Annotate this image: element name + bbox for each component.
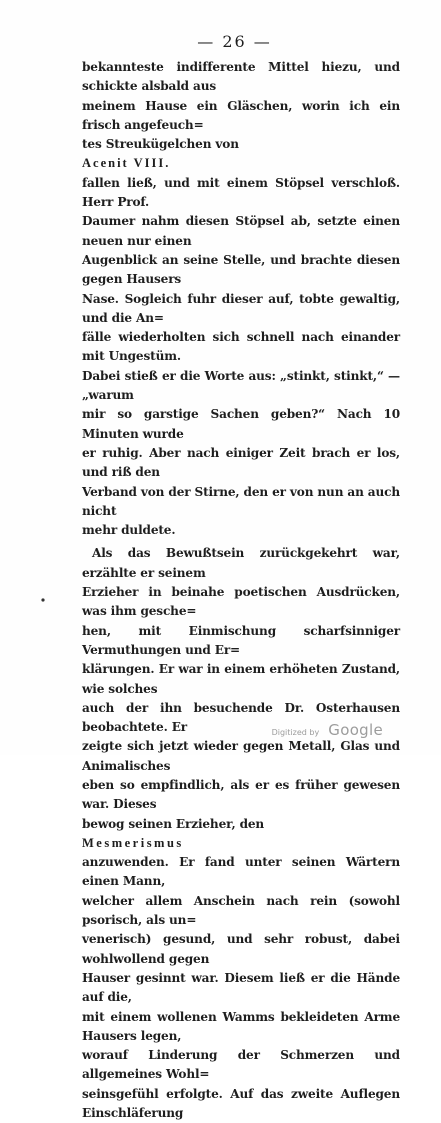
text-line: Dabei stieß er die Worte aus: „stinkt, stinkt,“ — „warum	[82, 368, 400, 403]
text-line: hen, mit Einmischung scharfsinniger Vermuthungen und Er=	[82, 623, 400, 657]
text-line: mehr duldete.	[82, 523, 176, 538]
text-line: Nase. Sogleich fuhr dieser auf, tobte gewaltig, und die An=	[82, 291, 400, 325]
body-text	[82, 58, 400, 1123]
text-line: Verband von der Stirne, den er von nun an auch nicht	[82, 484, 400, 518]
text-line: er ruhig. Aber nach einiger Zeit brach er los, und riß den	[82, 445, 400, 480]
margin-ink-mark-icon	[40, 597, 46, 603]
text-line: Augenblick an seine Stelle, und brachte diesen gegen Hausers	[82, 252, 400, 287]
text-line: klärungen. Er war in einem erhöheten Zustand, wie solches	[82, 662, 400, 696]
section-heading-acenit: Acenit VIII.	[82, 156, 171, 171]
digitized-by-text: Digitized by	[271, 728, 320, 737]
text-line: eben so empfindlich, als er es früher gewesen war. Dieses	[82, 777, 400, 812]
text-line: seinsgefühl erfolgte. Auf das zweite Auflegen Einschläferung	[82, 1086, 400, 1121]
google-logo: Google	[328, 721, 383, 739]
section-heading-mesmerismus: Mesmerismus	[82, 835, 184, 850]
text-line: Daumer nahm diesen Stöpsel ab, setzte einen neuen nur einen	[82, 214, 400, 248]
text-line: anzuwenden. Er fand unter seinen Wärtern einen Mann,	[82, 855, 400, 889]
page-number: — 26 —	[197, 32, 272, 51]
text-line: worauf Linderung der Schmerzen und allgemeines Wohl=	[82, 1048, 400, 1082]
text-line: fallen ließ, und mit einem Stöpsel verschloß. Herr Prof.	[82, 175, 400, 210]
text-line: bewog seinen Erzieher, den	[82, 816, 265, 831]
text-line: mit einem wollenen Wamms bekleideten Arme Hausers legen,	[82, 1009, 400, 1043]
text-line: mir so garstige Sachen geben?“ Nach 10 Minuten wurde	[82, 407, 400, 441]
text-line: tes Streukügelchen von	[82, 137, 239, 152]
text-line: fälle wiederholten sich schnell nach einander mit Ungestüm.	[82, 330, 400, 364]
text-line: meinem Hause ein Gläschen, worin ich ein frisch angefeuch=	[82, 98, 400, 132]
text-line: Hauser gesinnt war. Diesem ließ er die Hände auf die,	[82, 970, 400, 1005]
text-line: welcher allem Anschein nach rein (sowohl psorisch, als un=	[82, 893, 400, 928]
text-line: auch der ihn besuchende Dr. Osterhausen beobachtete. Er	[82, 700, 400, 735]
text-line: Als das Bewußtsein zurückgekehrt war, erzählte er seinem	[82, 546, 400, 580]
text-line: bekannteste indifferente Mittel hiezu, und schickte alsbald aus	[82, 60, 400, 94]
text-line: venerisch) gesund, und sehr robust, dabei wohlwollend gegen	[82, 932, 400, 966]
digitized-watermark	[272, 720, 383, 739]
text-line: zeigte sich jetzt wieder gegen Metall, Glas und Animalisches	[82, 739, 400, 773]
text-line: Erzieher in beinahe poetischen Ausdrücken, was ihm gesche=	[82, 585, 400, 619]
